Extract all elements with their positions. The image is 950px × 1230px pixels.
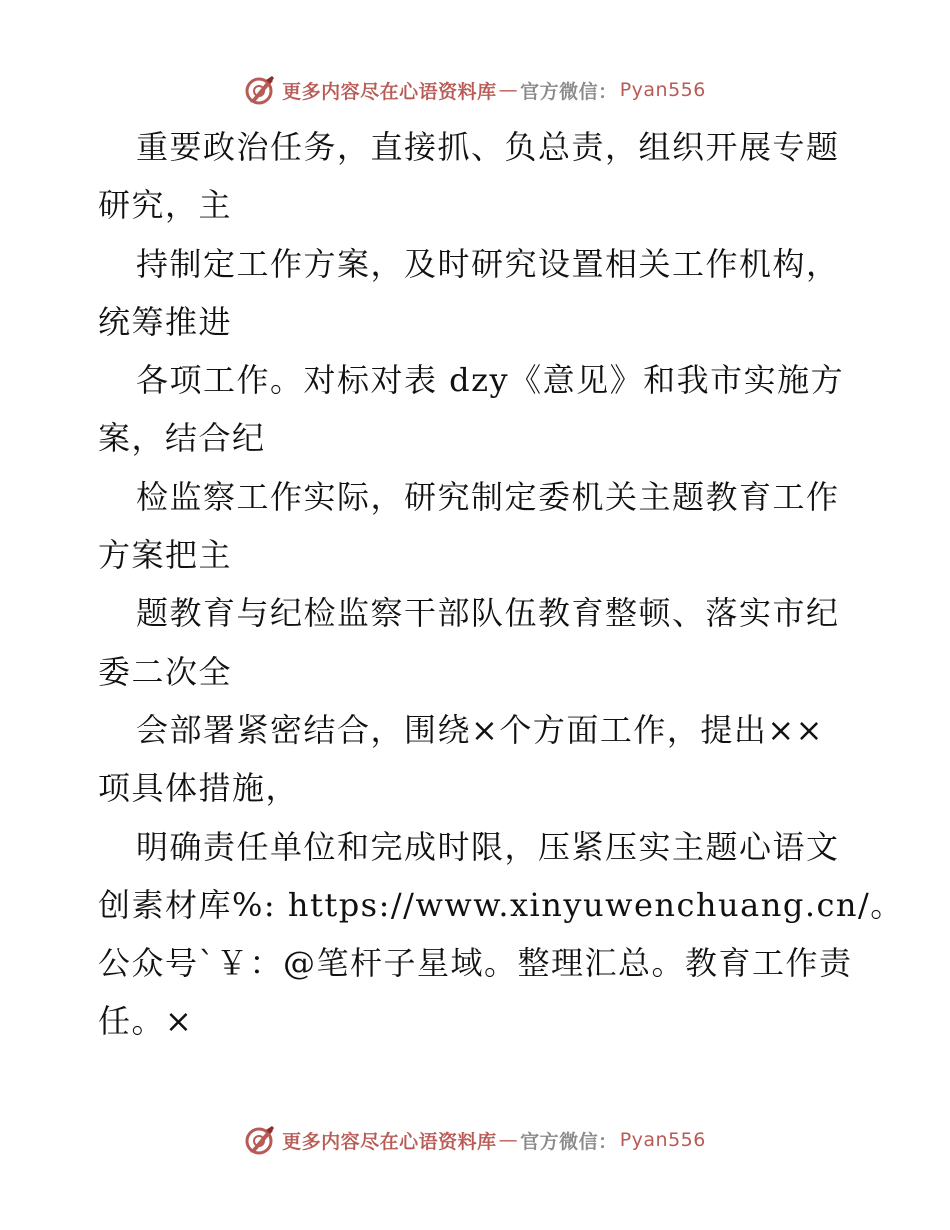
body-text-line: 公众号`￥：@笔杆子星域。整理汇总。教育工作责 [98,944,853,983]
body-text-line: 重要政治任务，直接抓、负总责，组织开展专题 [136,128,840,166]
document-body [98,118,904,1051]
quill-logo-icon [244,74,276,106]
body-text-line: 题教育与纪检监察干部队伍教育整顿、落实市纪 [136,594,840,633]
watermark-header [0,70,950,110]
body-text-line: 各项工作。对标对表 dzy《意见》和我市实施方 [136,361,845,400]
watermark-official-label: 官方微信： [520,1130,618,1153]
body-text-line: 持制定工作方案，及时研究设置相关工作机构， [136,244,840,283]
body-text-line: 案，结合纪 [98,419,266,458]
body-text-line: 创素材库%: https://www.xinyuwenchuang.cn/。 [98,885,904,924]
body-text-line: 会部署紧密结合，围绕×个方面工作，提出×× [136,710,824,749]
quill-logo-icon [244,1124,276,1156]
watermark-text [282,1127,706,1154]
watermark-wechat-id: Pyan556 [619,79,706,101]
body-text-line: 项具体措施， [98,769,300,808]
body-text-line: 统筹推进 [98,302,233,341]
body-text-line: 委二次全 [98,652,233,691]
watermark-dash: — [498,1129,519,1151]
watermark-dash: — [498,79,519,101]
body-text-line: 检监察工作实际，研究制定委机关主题教育工作 [136,477,840,516]
watermark-main-text: 更多内容尽在心语资料库 [282,1130,497,1153]
watermark-text [282,77,706,104]
body-text-line: 明确责任单位和完成时限，压紧压实主题心语文 [136,827,840,866]
watermark-footer [0,1120,950,1160]
body-text-line: 研究，主 [98,186,233,225]
body-text-line: 方案把主 [98,536,233,575]
watermark-official-label: 官方微信： [520,80,618,103]
watermark-wechat-id: Pyan556 [619,1129,706,1151]
watermark-main-text: 更多内容尽在心语资料库 [282,80,497,103]
body-text-line: 任。× [98,1002,194,1041]
